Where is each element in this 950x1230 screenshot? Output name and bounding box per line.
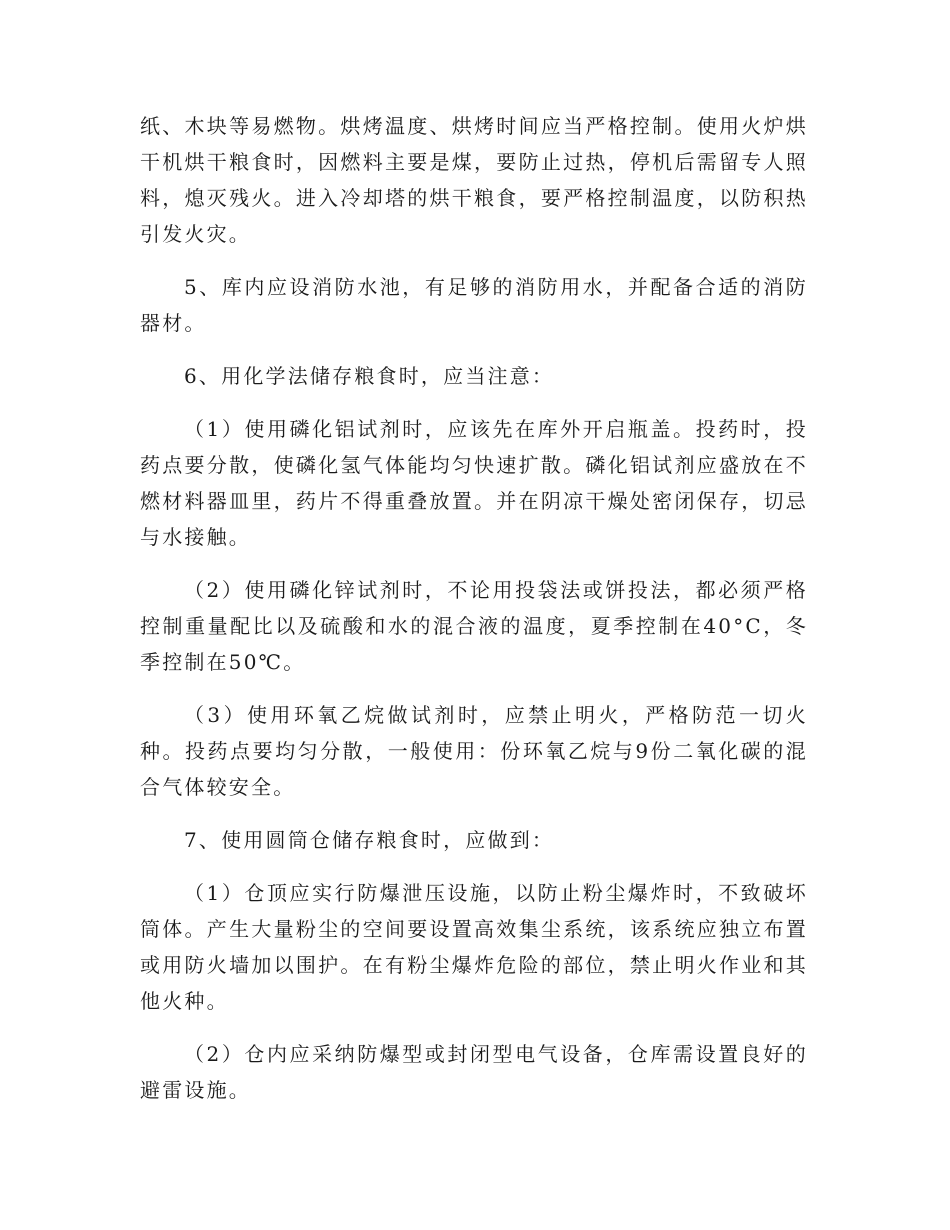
paragraph-item-6-2: （2）使用磷化锌试剂时，不论用投袋法或饼投法，都必须严格控制重量配比以及硫酸和水的混合液的温度，夏季控制在40°C，冬季控制在50℃。 [140, 578, 808, 674]
paragraph-item-7: 7、使用圆筒仓储存粮食时，应做到： [184, 828, 555, 852]
paragraph-item-7-2: （2）仓内应采纳防爆型或封闭型电气设备，仓库需设置良好的避雷设施。 [140, 1042, 808, 1102]
paragraph-item-6: 6、用化学法储存粮食时，应当注意： [184, 364, 555, 388]
document-page [140, 108, 808, 1125]
paragraph-continuation: 纸、木块等易燃物。烘烤温度、烘烤时间应当严格控制。使用火炉烘干机烘干粮食时，因燃料主要是煤，要防止过热，停机后需留专人照料，熄灭残火。进入冷却塔的烘干粮食，要严格控制温度，以防积热引发火灾。 [140, 114, 808, 246]
paragraph-item-6-1: （1）使用磷化铝试剂时，应该先在库外开启瓶盖。投药时，投药点要分散，使磷化氢气体能均匀快速扩散。磷化铝试剂应盛放在不燃材料器皿里，药片不得重叠放置。并在阴凉干燥处密闭保存，切忌与水接触。 [140, 417, 808, 549]
paragraph-item-5: 5、库内应设消防水池，有足够的消防用水，并配备合适的消防器材。 [140, 275, 808, 335]
paragraph-item-6-3: （3）使用环氧乙烷做试剂时，应禁止明火，严格防范一切火种。投药点要均匀分散，一般使用：份环氧乙烷与9份二氧化碳的混合气体较安全。 [140, 703, 808, 799]
paragraph-item-7-1: （1）仓顶应实行防爆泄压设施，以防止粉尘爆炸时，不致破坏筒体。产生大量粉尘的空间要设置高效集尘系统，该系统应独立布置或用防火墙加以围护。在有粉尘爆炸危险的部位，禁止明火作业和其他火种。 [140, 881, 808, 1013]
